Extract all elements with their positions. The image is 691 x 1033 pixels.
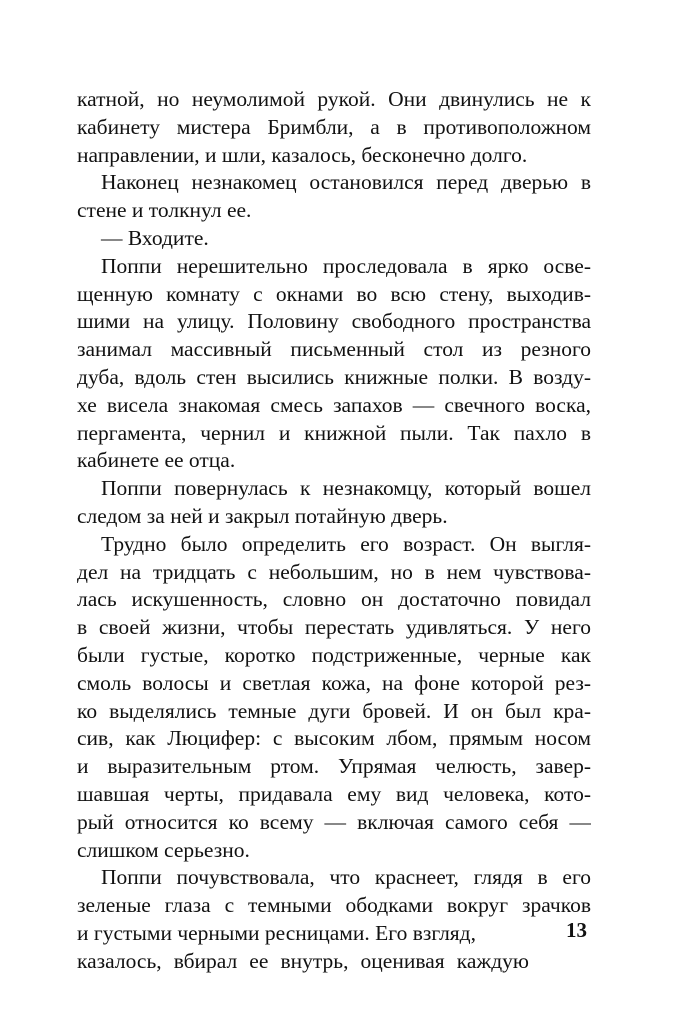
text-line: слишком серьезно.: [77, 837, 250, 862]
page-number: 13: [566, 918, 587, 942]
text-line: катной, но неумолимой рукой. Они двинулись не к: [77, 87, 591, 111]
text-line: пергамента, чернил и книжной пыли. Так пахло в: [77, 420, 591, 445]
text-line: и выразительным ртом. Упрямая челюсть, завер-: [77, 754, 591, 779]
text-line: и густыми черными ресницами. Его взгляд,: [77, 920, 476, 945]
text-line: ко выделялись темные дуги бровей. И он был кра-: [77, 698, 591, 723]
text-line: кабинете ее отца.: [77, 448, 236, 473]
text-line: рый относится ко всему — включая самого себя —: [77, 809, 591, 834]
text-line: занимал массивный письменный стол из резного: [77, 337, 591, 362]
text-line: Поппи нерешительно проследовала в ярко осве-: [101, 253, 591, 278]
text-line: шавшая черты, придавала ему вид человека, кото-: [77, 781, 591, 806]
text-line: направлении, и шли, казалось, бесконечно долго.: [77, 142, 528, 167]
text-line: зеленые глаза с темными ободками вокруг зрачков: [77, 893, 591, 918]
body-text: [77, 86, 591, 976]
text-line: дуба, вдоль стен высились книжные полки. В возду-: [77, 364, 591, 389]
text-line: следом за ней и закрыл потайную дверь.: [77, 503, 448, 528]
text-line: — Входите.: [101, 225, 209, 250]
text-line: Трудно было определить его возраст. Он выгля-: [101, 531, 591, 556]
text-line: сив, как Люцифер: с высоким лбом, прямым носом: [77, 726, 591, 751]
text-line: шими на улицу. Половину свободного пространства: [77, 309, 591, 334]
text-line: Наконец незнакомец остановился перед дверью в: [101, 170, 591, 195]
text-line: были густые, коротко подстриженные, черные как: [77, 642, 591, 667]
text-line: казалось, вбирал ее внутрь, оценивая каждую: [77, 948, 529, 973]
text-line: щенную комнату с окнами во всю стену, выходив-: [77, 281, 591, 306]
text-line: кабинету мистера Бримбли, а в противоположном: [77, 114, 591, 139]
text-line: Поппи почувствовала, что краснеет, глядя в его: [101, 865, 591, 890]
text-line: смоль волосы и светлая кожа, на фоне которой рез-: [77, 670, 591, 695]
text-line: Поппи повернулась к незнакомцу, который вошел: [101, 476, 591, 501]
text-line: лась искушенность, словно он достаточно повидал: [77, 587, 591, 612]
text-line: в своей жизни, чтобы перестать удивляться. У него: [77, 615, 591, 640]
text-line: хе висела знакомая смесь запахов — свечного воска,: [77, 392, 591, 417]
text-line: стене и толкнул ее.: [77, 198, 252, 223]
text-line: дел на тридцать с небольшим, но в нем чувствова-: [77, 559, 591, 584]
